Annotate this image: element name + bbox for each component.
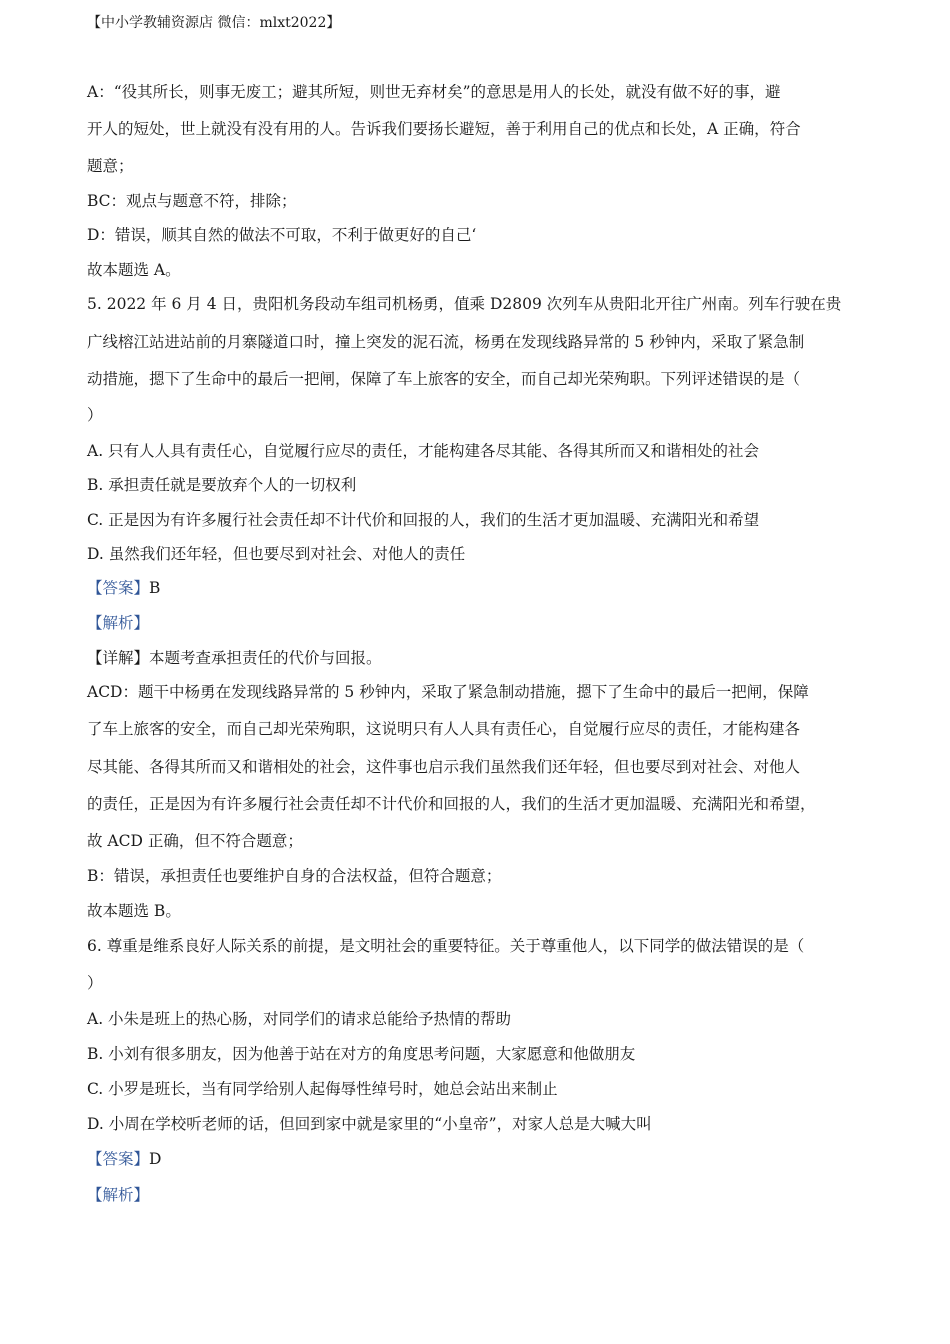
q5-stem-line-3: 动措施，摁下了生命中的最后一把闸，保障了车上旅客的安全，而自己却光荣殉职。下列评述错误的是（ bbox=[87, 370, 801, 388]
q5-option-a: A. 只有人人具有责任心，自觉履行应尽的责任，才能构建各尽其能、各得其所而又和谐相处的社会 bbox=[87, 442, 760, 460]
prev-explanation-line-1: A：“役其所长，则事无废工；避其所短，则世无弃材矣”的意思是用人的长处，就没有做不好的事，避 bbox=[87, 83, 781, 101]
q6-option-b: B. 小刘有很多朋友，因为他善于站在对方的角度思考问题，大家愿意和他做朋友 bbox=[87, 1045, 636, 1063]
prev-conclusion: 故本题选 A。 bbox=[87, 261, 181, 279]
prev-explanation-line-2: 开人的短处，世上就没有没有用的人。告诉我们要扬长避短，善于利用自己的优点和长处，A 正确，符合 bbox=[87, 120, 801, 138]
q5-option-b: B. 承担责任就是要放弃个人的一切权利 bbox=[87, 476, 357, 494]
q5-stem-line-1: 5. 2022 年 6 月 4 日，贵阳机务段动车组司机杨勇，值乘 D2809 次列车从贵阳北开往广州南。列车行驶在贵 bbox=[87, 295, 842, 313]
q5-detail-line-2: ACD：题干中杨勇在发现线路异常的 5 秒钟内，采取了紧急制动措施，摁下了生命中的最后一把闸，保障 bbox=[87, 683, 809, 701]
q5-option-c: C. 正是因为有许多履行社会责任却不计代价和回报的人，我们的生活才更加温暖、充满阳光和希望 bbox=[87, 511, 760, 529]
q6-analysis-tag bbox=[87, 1184, 149, 1206]
q6-answer-line bbox=[87, 1148, 161, 1170]
q5-detail-line-7: B：错误，承担责任也要维护自身的合法权益，但符合题意； bbox=[87, 867, 502, 885]
q5-detail-line-6: 故 ACD 正确，但不符合题意； bbox=[87, 832, 303, 850]
prev-explanation-line-4: BC：观点与题意不符，排除； bbox=[87, 192, 297, 210]
q6-option-d: D. 小周在学校听老师的话，但回到家中就是家里的“小皇帝”，对家人总是大喊大叫 bbox=[87, 1115, 652, 1133]
q6-answer-tag: 【答案】 bbox=[87, 1150, 150, 1168]
q5-answer-value: B bbox=[149, 579, 161, 597]
q6-option-c: C. 小罗是班长，当有同学给别人起侮辱性绰号时，她总会站出来制止 bbox=[87, 1080, 558, 1098]
q5-analysis-label: 【解析】 bbox=[87, 614, 150, 632]
q5-detail-line-4: 尽其能、各得其所而又和谐相处的社会，这件事也启示我们虽然我们还年轻，但也要尽到对社会、对他人 bbox=[87, 758, 801, 776]
q6-answer-value: D bbox=[149, 1150, 162, 1168]
q5-option-d: D. 虽然我们还年轻，但也要尽到对社会、对他人的责任 bbox=[87, 545, 466, 563]
prev-explanation-line-3: 题意； bbox=[87, 157, 134, 175]
q5-detail-conclusion: 故本题选 B。 bbox=[87, 902, 181, 920]
q5-detail-line-5: 的责任，正是因为有许多履行社会责任却不计代价和回报的人，我们的生活才更加温暖、充满阳光和希望， bbox=[87, 795, 816, 813]
q5-detail-line-3: 了车上旅客的安全，而自己却光荣殉职，这说明只有人人具有责任心，自觉履行应尽的责任，才能构建各 bbox=[87, 720, 801, 738]
q6-stem-line-2: ） bbox=[87, 974, 103, 992]
prev-explanation-line-5: D：错误，顺其自然的做法不可取，不利于做更好的自己‘ bbox=[87, 226, 477, 244]
q5-answer-tag: 【答案】 bbox=[87, 579, 150, 597]
q5-stem-line-2: 广线榕江站进站前的月寨隧道口时，撞上突发的泥石流，杨勇在发现线路异常的 5 秒钟内，采取了紧急制 bbox=[87, 333, 805, 351]
page-header: 【中小学教辅资源店 微信：mlxt2022】 bbox=[87, 15, 341, 31]
q5-analysis-tag bbox=[87, 612, 149, 634]
q5-stem-line-4: ） bbox=[87, 406, 103, 424]
q6-stem-line-1: 6. 尊重是维系良好人际关系的前提，是文明社会的重要特征。关于尊重他人，以下同学的做法错误的是（ bbox=[87, 937, 805, 955]
q5-detail-line-1: 【详解】本题考查承担责任的代价与回报。 bbox=[87, 649, 382, 667]
q6-option-a: A. 小朱是班上的热心肠，对同学们的请求总能给予热情的帮助 bbox=[87, 1010, 512, 1028]
q6-analysis-label: 【解析】 bbox=[87, 1186, 150, 1204]
q5-answer-line bbox=[87, 577, 160, 599]
